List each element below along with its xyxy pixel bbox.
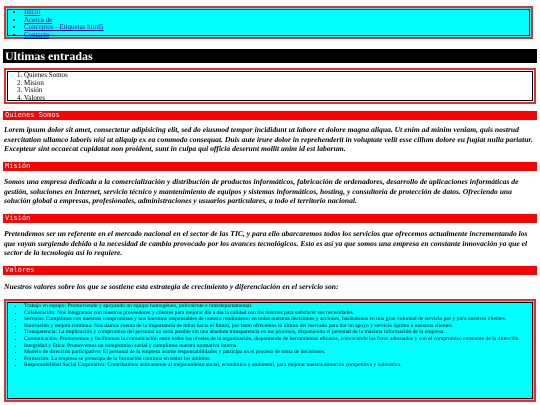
values-item: • Formación: La empresa se preocupa de la formación continua en todos los ámbitos.: [24, 356, 530, 363]
values-item: • Responsabilidad Social Corporativa: Contribuimos activamente al mejoramiento social, económico y ambiental, para mejorar nuestra situación competitiva y valorativa.: [24, 362, 530, 369]
section-text-vision: Pretendemos ser un referente en el mercado nacional en el sector de las TIC, y para ello abarcaremos todos los servicios que ofrecemos actualmente incrementando los que vayan surgiendo debido a la necesidad de cambio provocado por los avances tecnológicos. Esto es así ya que somos una empresa en constante innovación ya que el sector de la tecnología así lo requiere.: [4, 229, 528, 258]
table-of-contents: [4, 68, 536, 104]
nav-link-acerca[interactable]: Acerca de: [24, 15, 53, 24]
toc-item-valores: 4. Valores: [24, 95, 534, 103]
section-intro-valores: Nuestros valores sobre los que se sostiene esta estrategia de crecimiento y diferenciación en el servicio son:: [4, 282, 339, 291]
section-text-quienes: Lorem ipsum dolor sit amet, consectetur adipisicing elit, sed do eiusmod tempor incididunt ut labore et dolore magna aliqua. Ut enim ad minim veniam, quis nostrud exercitation ullamco laboris nisi ut aliquip ex ea commodo consequat. Duis aute irure dolor in reprehenderit in voluptate velit esse cillum dolore eu fugiat nulla pariatur. Excepteur sint occaecat cupidatat non proident, sunt in culpa qui officia deserunt mollit anim id est laborum.: [4, 125, 533, 154]
page-title: Ultimas entradas: [3, 49, 537, 63]
section-text-mision: Somos una empresa dedicada a la comercialización y distribución de productos informáticos, fabricación de ordenadores, desarrollo de aplicaciones informáticas de gestión, soluciones en Internet, servicio técnico y mantenimiento de equipos y sistemas informáticos, hosting, y consultoría de protección de datos. Ofreciendo una solución global a empresas, profesionales, administraciones y usuarios particulares, a todo el territorio nacional.: [4, 177, 519, 206]
nav-link-inicio[interactable]: Inicio: [24, 8, 41, 16]
values-item: • Comunicación: Promovemos y facilitamos la comunicación entre todos los niveles de la organización, disponiendo de herramientas eficaces, convocando los foros adecuados y con el compromiso constante de la dirección.: [24, 336, 530, 343]
values-item: • Transparencia: La implicación y compromiso del personal no sería posible sin una absoluta transparencia en los procesos, disponiendo el personal de la máxima información de la empresa.: [24, 329, 530, 336]
nav-link-conceptos[interactable]: Conceptos - Etiquetas html5: [24, 23, 104, 31]
section-heading-quienes: Quienes Somos: [3, 111, 537, 120]
values-item: • Trabajo en equipo: Promoviendo y apoyando un equipo homogéneo, polivalente e interdepartamental.: [24, 303, 530, 310]
values-list: [6, 303, 530, 369]
toc-item-vision: 3. Visión: [24, 87, 534, 95]
values-item: • Integridad y Ética: Promovemos un compromiso social y cumplimos nuestra normativa interna.: [24, 343, 530, 350]
values-item: • Servicio: Cumplimos con nuestros compromisos y nos hacemos responsables de nuestro rendimiento en todas nuestras decisiones y acciones, basándonos en una gran voluntad de servicio por y para nuestros clientes.: [24, 316, 530, 323]
nav-list: [6, 9, 531, 39]
values-item: • Innovación y mejora continua: Nos damos cuenta de la importancia de mirar hacia el futuro, por tanto ofrecemos lo último del mercado para dar un apoyo y servicio óptimo a nuestros clientes.: [24, 323, 530, 330]
nav-item-conceptos: [24, 24, 531, 32]
nav-item-contacto: [24, 32, 531, 40]
toc-list: [6, 72, 534, 102]
section-heading-vision: Visión: [3, 214, 537, 223]
top-navigation: [4, 6, 533, 39]
nav-link-contacto[interactable]: Contacto: [24, 30, 50, 39]
toc-item-quienes: 1. Quienes Somos: [24, 72, 534, 80]
toc-item-mision: 2. Mision: [24, 80, 534, 88]
values-item: • Colaboración: Nos integramos con nuestros proveedores y clientes para mejorar día a día la calidad con los mismos para satisfacer sus necesidades.: [24, 310, 530, 317]
values-list-box: [4, 299, 536, 402]
section-heading-mision: Misión: [3, 162, 537, 171]
values-item: • Modelo de dirección participativo: El personal de la empresa asume responsabilidades y participa en el proceso de toma de decisiones.: [24, 349, 530, 356]
section-heading-valores: Valores: [3, 266, 537, 275]
nav-item-inicio: [24, 9, 531, 17]
